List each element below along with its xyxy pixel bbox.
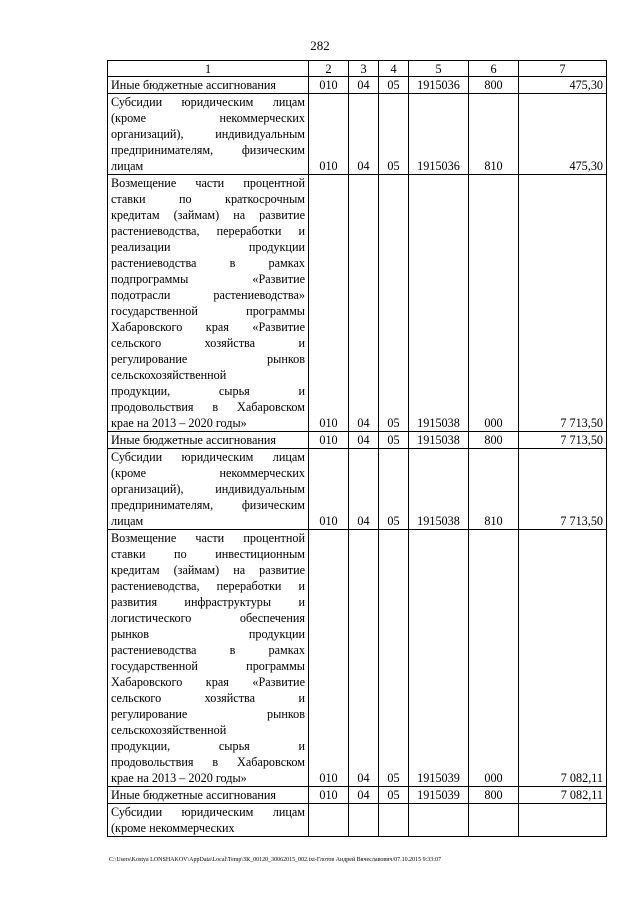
code-cell: 04 [349, 77, 379, 94]
description-line: продовольствия в Хабаровском [111, 400, 305, 414]
description-line: Иные бюджетные ассигнования [111, 78, 277, 92]
code-cell: 010 [309, 432, 349, 449]
code-cell: 1915038 [409, 175, 469, 432]
code-cell: 000 [469, 530, 519, 787]
description-line: государственной программы [111, 304, 305, 318]
row-description [108, 94, 309, 175]
code-cell: 04 [349, 432, 379, 449]
description-line: предпринимателям, физическим [111, 143, 305, 157]
description-line: крае на 2013 – 2020 годы» [111, 771, 247, 785]
row-description [108, 77, 309, 94]
header-row [108, 61, 607, 77]
description-line: растениеводства в рамках [111, 643, 305, 657]
row-description [108, 432, 309, 449]
description-line: растениеводства, переработки и [111, 224, 305, 238]
description-line: сельского хозяйства и [111, 336, 305, 350]
code-cell: 05 [379, 94, 409, 175]
code-cell: 1915036 [409, 94, 469, 175]
description-line: Иные бюджетные ассигнования [111, 788, 277, 802]
description-line: Субсидии юридическим лицам [111, 95, 305, 109]
description-line: растениеводства, переработки и [111, 579, 305, 593]
code-cell: 1915038 [409, 432, 469, 449]
table-row [108, 787, 607, 804]
column-header: 2 [309, 61, 349, 77]
description-line: Хабаровского края «Развитие [111, 320, 305, 334]
description-line: ставки по инвестиционным [111, 547, 305, 561]
column-header: 7 [519, 61, 607, 77]
description-line: регулирование рынков [111, 707, 305, 721]
code-cell: 800 [469, 787, 519, 804]
table-row [108, 77, 607, 94]
description-line: организаций), индивидуальным [111, 482, 305, 496]
description-line: крае на 2013 – 2020 годы» [111, 416, 247, 430]
code-cell: 05 [379, 787, 409, 804]
code-cell: 05 [379, 530, 409, 787]
code-cell [309, 804, 349, 837]
description-line: логистического обеспечения [111, 611, 305, 625]
description-line: Субсидии юридическим лицам [111, 450, 305, 464]
amount-cell: 7 713,50 [519, 175, 607, 432]
description-line: реализации продукции [111, 240, 305, 254]
column-header: 3 [349, 61, 379, 77]
description-line: развития инфраструктуры и [111, 595, 305, 609]
page-number: 282 [310, 38, 330, 53]
description-line: сельскохозяйственной [111, 368, 227, 382]
code-cell: 010 [309, 77, 349, 94]
code-cell [409, 804, 469, 837]
amount-cell: 7 082,11 [519, 530, 607, 787]
code-cell: 1915039 [409, 787, 469, 804]
table-row [108, 804, 607, 837]
code-cell: 810 [469, 449, 519, 530]
description-line: лицам [111, 159, 144, 173]
code-cell: 1915036 [409, 77, 469, 94]
description-line: подотрасли растениеводства» [111, 288, 305, 302]
amount-cell: 7 713,50 [519, 432, 607, 449]
table-row [108, 432, 607, 449]
code-cell: 810 [469, 94, 519, 175]
description-line: продовольствия в Хабаровском [111, 755, 305, 769]
table-body [108, 77, 607, 837]
code-cell: 05 [379, 432, 409, 449]
code-cell: 010 [309, 449, 349, 530]
table-row [108, 449, 607, 530]
code-cell: 800 [469, 77, 519, 94]
description-line: государственной программы [111, 659, 305, 673]
table-row [108, 530, 607, 787]
code-cell: 800 [469, 432, 519, 449]
code-cell [379, 804, 409, 837]
row-description [108, 804, 309, 837]
code-cell: 04 [349, 787, 379, 804]
amount-cell: 7 082,11 [519, 787, 607, 804]
column-header: 4 [379, 61, 409, 77]
code-cell: 04 [349, 175, 379, 432]
code-cell: 04 [349, 94, 379, 175]
description-line: кредитам (займам) на развитие [111, 208, 305, 222]
description-line: растениеводства в рамках [111, 256, 305, 270]
description-line: Возмещение части процентной [111, 176, 305, 190]
description-line: предпринимателям, физическим [111, 498, 305, 512]
row-description [108, 175, 309, 432]
description-line: лицам [111, 514, 144, 528]
description-line: Иные бюджетные ассигнования [111, 433, 277, 447]
code-cell: 05 [379, 175, 409, 432]
code-cell: 1915039 [409, 530, 469, 787]
code-cell [469, 804, 519, 837]
description-line: сельскохозяйственной [111, 723, 227, 737]
description-line: регулирование рынков [111, 352, 305, 366]
description-line: сельского хозяйства и [111, 691, 305, 705]
description-line: подпрограммы «Развитие [111, 272, 305, 286]
code-cell: 05 [379, 77, 409, 94]
description-line: Возмещение части процентной [111, 531, 305, 545]
description-line: продукции, сырья и [111, 384, 305, 398]
description-line: ставки по краткосрочным [111, 192, 305, 206]
row-description [108, 787, 309, 804]
code-cell: 04 [349, 449, 379, 530]
column-header: 5 [409, 61, 469, 77]
description-line: организаций), индивидуальным [111, 127, 305, 141]
row-description [108, 449, 309, 530]
description-line: Субсидии юридическим лицам [111, 805, 305, 819]
amount-cell [519, 804, 607, 837]
description-line: (кроме некоммерческих [111, 821, 235, 835]
budget-table [107, 60, 607, 837]
code-cell: 010 [309, 787, 349, 804]
amount-cell: 475,30 [519, 94, 607, 175]
code-cell: 000 [469, 175, 519, 432]
table-row [108, 175, 607, 432]
code-cell: 04 [349, 530, 379, 787]
code-cell: 1915038 [409, 449, 469, 530]
description-line: рынков продукции [111, 627, 305, 641]
table-row [108, 94, 607, 175]
description-line: продукции, сырья и [111, 739, 305, 753]
description-line: Хабаровского края «Развитие [111, 675, 305, 689]
description-line: (кроме некоммерческих [111, 111, 305, 125]
file-path-footer: C:\Users\Kostya LONSHAKOV\AppData\Local\Temp\ЗК_00120_30062015_002.txt-Глотов Андрей Вячеславович/07.10.2015 9:33:07 [109, 857, 441, 863]
description-line: (кроме некоммерческих [111, 466, 305, 480]
code-cell: 010 [309, 530, 349, 787]
column-header: 6 [469, 61, 519, 77]
amount-cell: 7 713,50 [519, 449, 607, 530]
row-description [108, 530, 309, 787]
description-line: кредитам (займам) на развитие [111, 563, 305, 577]
code-cell: 05 [379, 449, 409, 530]
column-header: 1 [108, 61, 309, 77]
code-cell: 010 [309, 175, 349, 432]
amount-cell: 475,30 [519, 77, 607, 94]
code-cell [349, 804, 379, 837]
code-cell: 010 [309, 94, 349, 175]
